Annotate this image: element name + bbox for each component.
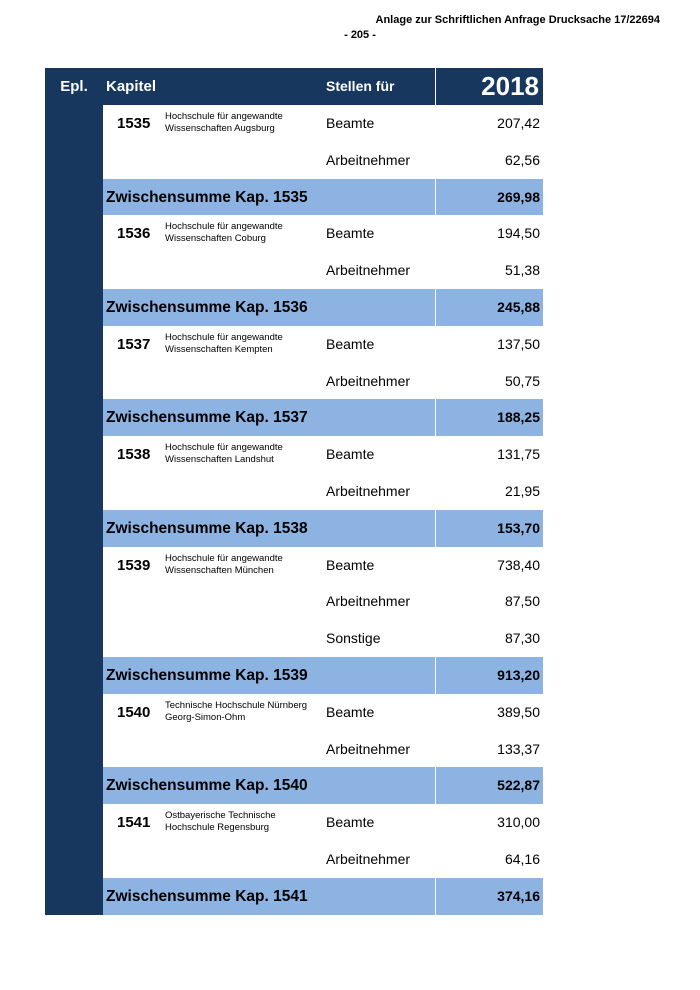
- table-header: [45, 68, 543, 105]
- stellen-category: Arbeitnehmer: [326, 151, 411, 168]
- stellen-category: Arbeitnehmer: [326, 593, 411, 610]
- subtotal-row: [103, 657, 543, 694]
- table-row: [45, 215, 543, 252]
- stellen-category: Beamte: [326, 556, 375, 573]
- kapitel-number: 1538: [117, 446, 151, 464]
- kapitel-name: [165, 111, 283, 135]
- subtotal-row: [103, 179, 543, 216]
- kapitel-name: [165, 810, 276, 834]
- stellen-category: Arbeitnehmer: [326, 740, 411, 757]
- subtotal-value: 374,16: [435, 878, 543, 915]
- stellen-value: 207,42: [497, 115, 540, 131]
- subtotal-label: Zwischensumme Kap. 1539: [106, 666, 308, 684]
- table-row: [45, 142, 543, 179]
- kapitel-name: [165, 553, 283, 577]
- stellen-value: 51,38: [504, 262, 540, 279]
- table-row: [45, 620, 543, 657]
- kapitel-name-line: Hochschule für angewandte: [165, 331, 283, 343]
- table-row: [45, 252, 543, 289]
- stellen-value: 87,30: [504, 630, 540, 647]
- table-row: [45, 841, 543, 878]
- kapitel-number: 1537: [117, 335, 151, 353]
- stellen-value: 389,50: [497, 703, 540, 720]
- stellen-value: 21,95: [504, 482, 540, 499]
- kapitel-number: 1535: [117, 115, 151, 132]
- kapitel-name-line: Wissenschaften Coburg: [165, 233, 266, 245]
- subtotal-value: 269,98: [435, 179, 543, 216]
- header-kapitel: Kapitel: [106, 78, 157, 95]
- stellen-category: Beamte: [326, 225, 375, 242]
- stellen-value: 738,40: [497, 556, 540, 573]
- kapitel-number: 1541: [117, 814, 151, 832]
- stellen-value: 64,16: [504, 850, 540, 867]
- table-row: [45, 105, 543, 142]
- kapitel-name-line: Wissenschaften Landshut: [165, 454, 274, 466]
- kapitel-name-line: Technische Hochschule Nürnberg: [165, 699, 308, 711]
- subtotal-value: 913,20: [435, 657, 543, 694]
- stellen-category: Arbeitnehmer: [326, 262, 411, 279]
- stellen-category: Arbeitnehmer: [326, 850, 411, 867]
- table-row: [45, 547, 543, 584]
- stellen-category: Beamte: [326, 703, 375, 720]
- stellen-value: 137,50: [497, 335, 540, 352]
- subtotal-row: [103, 878, 543, 915]
- kapitel-name-line: Hochschule für angewandte: [165, 221, 283, 233]
- subtotal-row: [103, 767, 543, 804]
- kapitel-name-line: Hochschule für angewandte: [165, 552, 283, 564]
- stellen-category: Sonstige: [326, 630, 381, 647]
- table-row: [45, 731, 543, 768]
- subtotal-label: Zwischensumme Kap. 1538: [106, 519, 308, 537]
- stellen-value: 194,50: [497, 225, 540, 242]
- personnel-table: [45, 68, 543, 915]
- subtotal-row: [103, 399, 543, 436]
- table-row: [45, 436, 543, 473]
- header-year: 2018: [435, 68, 543, 105]
- kapitel-name-line: Hochschule für angewandte: [165, 111, 283, 122]
- stellen-category: Beamte: [326, 335, 375, 352]
- subtotal-row: [103, 289, 543, 326]
- kapitel-name-line: Hochschule Regensburg: [165, 822, 270, 834]
- stellen-category: Arbeitnehmer: [326, 482, 411, 499]
- table-row: [45, 473, 543, 510]
- kapitel-name-line: Georg-Simon-Ohm: [165, 711, 246, 723]
- subtotal-value: 522,87: [435, 767, 543, 804]
- kapitel-number: 1536: [117, 225, 151, 243]
- table-row: [45, 326, 543, 363]
- kapitel-name-line: Wissenschaften Augsburg: [165, 123, 275, 134]
- table-row: [45, 583, 543, 620]
- page-number: - 205 -: [344, 29, 376, 41]
- stellen-category: Arbeitnehmer: [326, 372, 411, 389]
- stellen-value: 133,37: [497, 740, 540, 757]
- kapitel-name: [165, 221, 283, 245]
- kapitel-name: [165, 442, 283, 466]
- subtotal-label: Zwischensumme Kap. 1535: [106, 188, 308, 206]
- stellen-value: 62,56: [504, 151, 540, 168]
- document-reference: Anlage zur Schriftlichen Anfrage Drucksache 17/22694: [375, 14, 660, 26]
- header-epl: Epl.: [60, 78, 88, 95]
- stellen-category: Beamte: [326, 814, 375, 831]
- subtotal-label: Zwischensumme Kap. 1536: [106, 298, 308, 316]
- kapitel-number: 1539: [117, 556, 151, 574]
- table-row: [45, 694, 543, 731]
- subtotal-label: Zwischensumme Kap. 1541: [106, 887, 308, 905]
- subtotal-value: 188,25: [435, 399, 543, 436]
- kapitel-name-line: Hochschule für angewandte: [165, 442, 283, 454]
- stellen-category: Beamte: [326, 115, 375, 131]
- table-row: [45, 804, 543, 841]
- subtotal-label: Zwischensumme Kap. 1540: [106, 777, 308, 795]
- subtotal-row: [103, 510, 543, 547]
- stellen-value: 87,50: [504, 593, 540, 610]
- stellen-value: 310,00: [497, 814, 540, 831]
- kapitel-name-line: Ostbayerische Technische: [165, 810, 276, 822]
- kapitel-name-line: Wissenschaften Kempten: [165, 343, 273, 355]
- stellen-value: 50,75: [504, 372, 540, 389]
- table-row: [45, 363, 543, 400]
- kapitel-name: [165, 332, 283, 356]
- kapitel-number: 1540: [117, 703, 151, 721]
- header-stellen: Stellen für: [326, 78, 395, 94]
- kapitel-name-line: Wissenschaften München: [165, 564, 274, 576]
- kapitel-name: [165, 700, 307, 724]
- subtotal-value: 245,88: [435, 289, 543, 326]
- subtotal-value: 153,70: [435, 510, 543, 547]
- stellen-category: Beamte: [326, 446, 375, 463]
- table-body: [45, 105, 543, 915]
- stellen-value: 131,75: [497, 446, 540, 463]
- subtotal-label: Zwischensumme Kap. 1537: [106, 409, 308, 427]
